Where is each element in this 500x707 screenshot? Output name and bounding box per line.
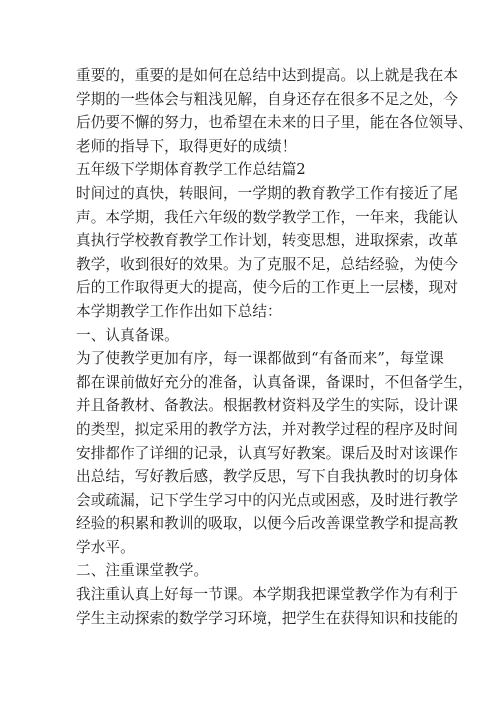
paragraph-line-7: 声。本学期，我任六年级的数学教学工作，一年来，我能认 [76,208,459,226]
document-body [76,64,473,630]
subheading-classroom-teaching: 二、注重课堂教学。 [76,562,209,580]
section-title: 五年级下学期体育教学工作总结篇2 [76,161,306,179]
paragraph-line-24: 学生主动探索的数学学习环境，把学生在获得知识和技能的 [76,609,459,627]
paragraph-line-4: 老师的指导下，取得更好的成绩！ [76,137,297,155]
subheading-prepare-lessons: 一、认真备课。 [76,326,179,344]
paragraph-line-20: 经验的积累和教训的吸取，以便今后改善课堂教学和提高教 [76,515,459,533]
paragraph-line-23: 我注重认真上好每一节课。本学期我把课堂教学作为有利于 [76,586,459,604]
paragraph-line-14: 都在课前做好充分的准备，认真备课，备课时，不但备学生， [76,373,473,391]
paragraph-line-9: 教学，收到很好的效果。为了克服不足，总结经验，为使今 [76,255,459,273]
paragraph-line-19: 会或疏漏，记下学生学习中的闪光点或困惑，及时进行教学 [76,491,459,509]
paragraph-line-3: 后仍要不懈的努力，也希望在未来的日子里，能在各位领导、 [76,114,473,132]
paragraph-line-21: 学水平。 [76,538,135,556]
paragraph-line-2: 学期的一些体会与粗浅见解，自身还存在很多不足之处，今 [76,90,459,108]
paragraph-line-13: 为了使教学更加有序，每一课都做到“有备而来”，每堂课 [76,350,444,368]
paragraph-line-1: 重要的，重要的是如何在总结中达到提高。以上就是我在本 [76,67,459,84]
paragraph-line-8: 真执行学校教育教学工作计划，转变思想，进取探索，改革 [76,232,459,250]
paragraph-line-18: 出总结，写好教后感，教学反思，写下自我执教时的切身体 [76,468,459,486]
paragraph-line-16: 的类型，拟定采用的教学方法，并对教学过程的程序及时间 [76,420,459,438]
paragraph-line-17: 安排都作了详细的记录，认真写好教案。课后及时对该课作 [76,444,459,462]
paragraph-line-6: 时间过的真快，转眼间，一学期的教育教学工作有接近了尾 [76,184,459,202]
paragraph-line-11: 本学期教学工作作出如下总结： [76,302,282,320]
paragraph-line-10: 后的工作取得更大的提高，使今后的工作更上一层楼，现对 [76,279,459,297]
paragraph-line-15: 并且备教材、备教法。根据教材资料及学生的实际，设计课 [76,397,459,415]
